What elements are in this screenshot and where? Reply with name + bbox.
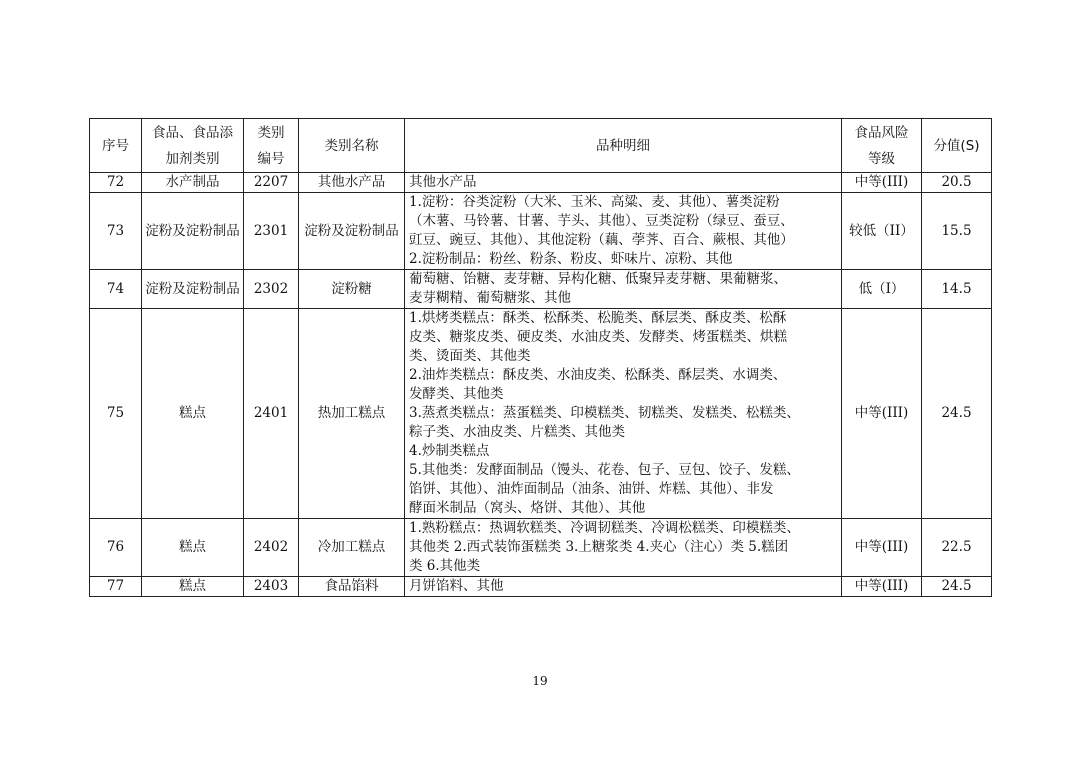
cell-code: 2401 [244, 309, 299, 519]
cell-category: 水产制品 [142, 173, 244, 193]
header-detail: 品种明细 [405, 119, 842, 173]
cell-detail [405, 577, 842, 597]
cell-seq: 75 [90, 309, 142, 519]
cell-code: 2403 [244, 577, 299, 597]
detail-line: 其他类 2.西式装饰蛋糕类 3.上糖浆类 4.夹心（注心）类 5.糕团 [409, 539, 789, 555]
cell-name: 食品馅料 [299, 577, 405, 597]
food-category-table [89, 118, 992, 597]
cell-category: 淀粉及淀粉制品 [142, 270, 244, 309]
detail-line: 麦芽糊精、葡萄糖浆、其他 [409, 290, 571, 306]
detail-line: 酵面米制品（窝头、烙饼、其他）、其他 [409, 500, 646, 516]
cell-detail [405, 173, 842, 193]
cell-category: 淀粉及淀粉制品 [142, 193, 244, 270]
detail-line: 发酵类、其他类 [409, 386, 504, 402]
header-risk-line2: 等级 [868, 150, 895, 167]
cell-category: 糕点 [142, 309, 244, 519]
header-category-line2: 加剂类别 [165, 150, 220, 167]
cell-code: 2402 [244, 519, 299, 577]
cell-risk: 中等(III) [842, 309, 922, 519]
header-code-line2: 编号 [257, 150, 285, 167]
cell-seq: 74 [90, 270, 142, 309]
detail-line: 1.淀粉：谷类淀粉（大米、玉米、高粱、麦、其他）、薯类淀粉 [409, 194, 780, 210]
detail-line: （木薯、马铃薯、甘薯、芋头、其他）、豆类淀粉（绿豆、蚕豆、 [409, 213, 794, 229]
page-number: 19 [532, 674, 548, 688]
cell-seq: 73 [90, 193, 142, 270]
detail-line: 3.蒸煮类糕点：蒸蛋糕类、印模糕类、韧糕类、发糕类、松糕类、 [409, 405, 800, 421]
detail-line: 皮类、糖浆皮类、硬皮类、水油皮类、发酵类、烤蛋糕类、烘糕 [409, 329, 787, 345]
cell-risk: 中等(III) [842, 519, 922, 577]
header-seq: 序号 [90, 119, 142, 173]
table-row [90, 577, 992, 597]
header-category-line1: 食品、食品添 [152, 124, 233, 141]
table-row [90, 270, 992, 309]
cell-code: 2207 [244, 173, 299, 193]
cell-seq: 76 [90, 519, 142, 577]
detail-line: 1.烘烤类糕点：酥类、松酥类、松脆类、酥层类、酥皮类、松酥 [409, 310, 787, 326]
cell-name: 冷加工糕点 [299, 519, 405, 577]
detail-line: 类 6.其他类 [409, 558, 481, 574]
table-row [90, 309, 992, 519]
detail-line: 月饼馅料、其他 [409, 578, 504, 594]
header-name: 类别名称 [299, 119, 405, 173]
detail-line: 5.其他类：发酵面制品（馒头、花卷、包子、豆包、饺子、发糕、 [409, 462, 800, 478]
table-body [90, 173, 992, 597]
header-code [244, 119, 299, 173]
cell-score: 24.5 [922, 309, 992, 519]
cell-score: 22.5 [922, 519, 992, 577]
detail-line: 2.油炸类糕点：酥皮类、水油皮类、松酥类、酥层类、水调类、 [409, 367, 787, 383]
cell-risk: 中等(III) [842, 577, 922, 597]
cell-code: 2301 [244, 193, 299, 270]
cell-score: 15.5 [922, 193, 992, 270]
detail-line: 1.熟粉糕点：热调软糕类、冷调韧糕类、冷调松糕类、印模糕类、 [409, 520, 800, 536]
detail-line: 其他水产品 [409, 174, 477, 190]
table-row [90, 519, 992, 577]
cell-score: 20.5 [922, 173, 992, 193]
detail-line: 类、烫面类、其他类 [409, 348, 531, 364]
header-risk-line1: 食品风险 [854, 124, 909, 141]
header-row [90, 119, 992, 173]
cell-detail [405, 309, 842, 519]
cell-name: 淀粉糖 [299, 270, 405, 309]
header-risk [842, 119, 922, 173]
header-category [142, 119, 244, 173]
detail-line: 2.淀粉制品：粉丝、粉条、粉皮、虾味片、凉粉、其他 [409, 251, 733, 267]
detail-line: 粽子类、水油皮类、片糕类、其他类 [409, 424, 625, 440]
cell-category: 糕点 [142, 519, 244, 577]
table-row [90, 193, 992, 270]
cell-detail [405, 519, 842, 577]
header-score: 分值(S) [922, 119, 992, 173]
cell-score: 24.5 [922, 577, 992, 597]
cell-code: 2302 [244, 270, 299, 309]
detail-line: 葡萄糖、饴糖、麦芽糖、异构化糖、低聚异麦芽糖、果葡糖浆、 [409, 271, 787, 287]
cell-risk: 中等(III) [842, 173, 922, 193]
cell-risk: 低（I） [842, 270, 922, 309]
cell-name: 淀粉及淀粉制品 [299, 193, 405, 270]
cell-name: 热加工糕点 [299, 309, 405, 519]
detail-line: 豇豆、豌豆、其他）、其他淀粉（藕、荸荠、百合、蕨根、其他） [409, 232, 794, 248]
header-code-line1: 类别 [257, 124, 285, 141]
cell-risk: 较低（II） [842, 193, 922, 270]
cell-category: 糕点 [142, 577, 244, 597]
cell-seq: 77 [90, 577, 142, 597]
cell-detail [405, 193, 842, 270]
cell-score: 14.5 [922, 270, 992, 309]
cell-detail [405, 270, 842, 309]
detail-line: 4.炒制类糕点 [409, 443, 490, 459]
cell-name: 其他水产品 [299, 173, 405, 193]
cell-seq: 72 [90, 173, 142, 193]
table-row [90, 173, 992, 193]
detail-line: 馅饼、其他）、油炸面制品（油条、油饼、炸糕、其他）、非发 [409, 481, 774, 497]
